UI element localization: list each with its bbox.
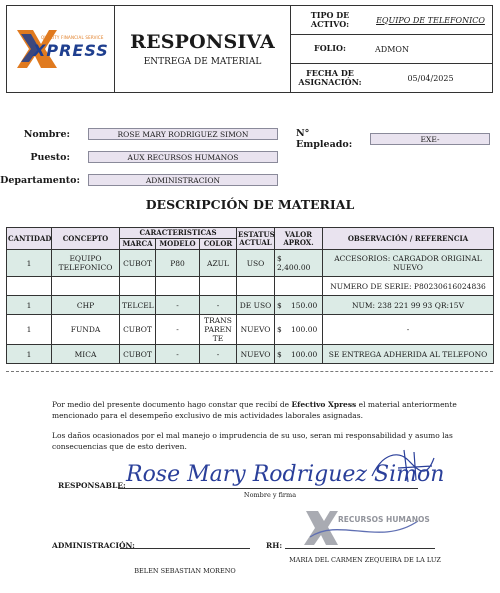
responsable-signature: Rose Mary Rodriguez Simon <box>126 462 445 487</box>
fecha-value: 05/04/2025 <box>407 73 454 83</box>
col-estatus: ESTATUS ACTUAL <box>237 228 275 250</box>
folio-value: ADMON <box>375 44 409 54</box>
cell-color: AZUL <box>200 250 237 277</box>
cell-modelo: P80 <box>156 250 200 277</box>
table-bottom-rule <box>6 371 493 372</box>
cell-cantidad <box>7 277 52 296</box>
cell-marca: TELCEL <box>120 296 156 315</box>
nombre-firma-caption: Nombre y firma <box>243 491 297 499</box>
cell-color: - <box>200 296 237 315</box>
administracion-signature-line <box>120 548 250 549</box>
cell-cantidad: 1 <box>7 315 52 345</box>
rh-stamp-text: RECURSOS HUMANOS <box>338 515 430 524</box>
cell-marca: CUBOT <box>120 250 156 277</box>
signature-flourish-icon <box>368 446 438 486</box>
currency-symbol: $ <box>277 254 282 264</box>
cell-observacion: NUM: 238 221 99 93 QR:15V <box>323 296 494 315</box>
meta-row-tipo <box>291 6 492 35</box>
cell-color: - <box>200 345 237 364</box>
responsable-signature-line <box>118 488 418 489</box>
table-row <box>7 250 494 277</box>
cell-modelo <box>156 277 200 296</box>
cell-modelo: - <box>156 315 200 345</box>
fecha-label: FECHA DE ASIGNACIÓN: <box>298 67 362 87</box>
nombre-row <box>0 128 278 140</box>
declaration-text-b: el material anteriormente mencionado para el desempeño exclusivo de mis actividades laborales asignadas. <box>52 400 457 420</box>
col-observacion: OBSERVACIÓN / REFERENCIA <box>323 228 494 250</box>
cell-modelo: - <box>156 296 200 315</box>
rh-stamp <box>300 507 430 549</box>
liability-paragraph: Los daños ocasionados por el mal manejo o imprudencia de su uso, seran mi responsabilidad y asumo las consecuencias que de esto deriven. <box>52 431 453 451</box>
tipo-value: EQUIPO DE TELEFONICO <box>376 15 485 25</box>
puesto-field[interactable]: AUX RECURSOS HUMANOS <box>88 151 278 163</box>
depto-row <box>0 174 278 186</box>
meta-row-fecha <box>291 64 492 92</box>
table-row <box>7 277 494 296</box>
col-caracteristicas: CARACTERISTICAS <box>120 228 237 239</box>
table-row <box>7 315 494 345</box>
col-color: COLOR <box>200 239 237 250</box>
valor-amount: 2,400.00 <box>277 263 311 273</box>
table-row <box>7 345 494 364</box>
currency-symbol: $ <box>277 325 282 335</box>
cell-cantidad: 1 <box>7 345 52 364</box>
administracion-label: ADMINISTRACIÓN: <box>52 541 135 550</box>
cell-concepto: FUNDA <box>52 315 120 345</box>
cell-valor <box>275 250 323 277</box>
empleado-field[interactable]: EXE- <box>370 133 490 145</box>
admin-name: BELEN SEBASTIAN MORENO <box>134 567 236 575</box>
col-cantidad: CANTIDAD <box>7 228 52 250</box>
company-name: Efectivo Xpress <box>291 400 357 409</box>
cell-concepto: CHP <box>52 296 120 315</box>
cell-cantidad: 1 <box>7 250 52 277</box>
puesto-label: Puesto: <box>30 151 70 163</box>
document-title: RESPONSIVA <box>130 31 275 53</box>
table-row <box>7 296 494 315</box>
declaration-paragraph <box>52 400 462 422</box>
currency-symbol: $ <box>277 349 282 359</box>
currency-symbol: $ <box>277 300 282 310</box>
col-marca: MARCA <box>120 239 156 250</box>
col-modelo: MODELO <box>156 239 200 250</box>
empleado-row <box>296 128 490 150</box>
logo-tagline: QUALITY FINANCIAL SERVICE <box>41 35 104 40</box>
document-header <box>6 5 493 93</box>
valor-amount: 150.00 <box>291 300 318 310</box>
col-concepto: CONCEPTO <box>52 228 120 250</box>
company-logo <box>7 6 115 92</box>
responsable-label: RESPONSABLE: <box>58 481 126 490</box>
cell-valor <box>275 345 323 364</box>
cell-valor <box>275 315 323 345</box>
declaration-text-a: Por medio del presente documento hago constar que recibí de <box>52 400 292 409</box>
cell-estatus <box>237 277 275 296</box>
cell-observacion: SE ENTREGA ADHERIDA AL TELEFONO <box>323 345 494 364</box>
rh-label: RH: <box>266 541 283 550</box>
rh-stamp-logo-icon <box>300 507 422 549</box>
empleado-label: N° Empleado: <box>296 128 353 150</box>
valor-amount: 100.00 <box>291 349 318 359</box>
cell-color: TRANSPARENTE <box>200 315 237 345</box>
meta-row-folio <box>291 35 492 64</box>
col-valor: VALOR APROX. <box>275 228 323 250</box>
cell-observacion: ACCESORIOS: CARGADOR ORIGINAL NUEVO <box>323 250 494 277</box>
puesto-row <box>0 151 278 163</box>
nombre-label: Nombre: <box>23 128 70 140</box>
materials-table <box>6 227 494 364</box>
valor-amount: 100.00 <box>291 325 318 335</box>
cell-cantidad: 1 <box>7 296 52 315</box>
section-title: DESCRIPCIÓN DE MATERIAL <box>145 197 355 212</box>
folio-label: FOLIO: <box>314 43 346 54</box>
cell-marca <box>120 277 156 296</box>
cell-estatus: USO <box>237 250 275 277</box>
document-subtitle: ENTREGA DE MATERIAL <box>143 57 262 67</box>
cell-estatus: NUEVO <box>237 315 275 345</box>
depto-label: Departamento: <box>0 174 80 186</box>
cell-valor <box>275 296 323 315</box>
cell-estatus: NUEVO <box>237 345 275 364</box>
cell-observacion: - <box>323 315 494 345</box>
logo-text: XPRESS <box>33 41 109 60</box>
cell-concepto: MICA <box>52 345 120 364</box>
cell-observacion: NUMERO DE SERIE: P80230616024836 <box>323 277 494 296</box>
cell-marca: CUBOT <box>120 345 156 364</box>
cell-concepto <box>52 277 120 296</box>
cell-marca: CUBOT <box>120 315 156 345</box>
tipo-label: TIPO DE ACTIVO: <box>310 9 350 29</box>
cell-estatus: DE USO <box>237 296 275 315</box>
cell-concepto: EQUIPO TELEFONICO <box>52 250 120 277</box>
depto-field[interactable]: ADMINISTRACION <box>88 174 278 186</box>
nombre-field[interactable]: ROSE MARY RODRIGUEZ SIMON <box>88 128 278 140</box>
cell-valor <box>275 277 323 296</box>
rh-name: MARIA DEL CARMEN ZEQUEIRA DE LA LUZ <box>289 556 441 564</box>
cell-color <box>200 277 237 296</box>
meta-block <box>291 6 492 92</box>
cell-modelo: - <box>156 345 200 364</box>
title-block <box>115 6 291 92</box>
